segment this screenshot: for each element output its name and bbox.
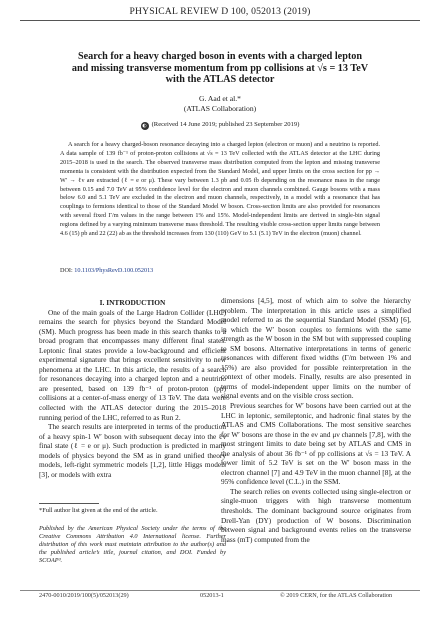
section-heading: I. INTRODUCTION	[99, 298, 166, 307]
received-text: (Received 14 June 2019; published 23 September 2019)	[151, 121, 300, 128]
header-rule	[20, 20, 420, 21]
footer-copyright: © 2019 CERN, for the ATLAS Collaboration	[280, 592, 393, 599]
journal-header: PHYSICAL REVIEW D 100, 052013 (2019)	[129, 6, 311, 17]
footer-issn: 2470-0010/2019/100(5)/052013(29)	[39, 592, 129, 599]
author-line[interactable]: G. Aad et al.*	[199, 94, 241, 103]
title-line-2: and missing transverse momentum from pp collisions at √s = 13 TeV	[71, 62, 369, 74]
footnote-rule	[39, 503, 99, 504]
collaboration-line: (ATLAS Collaboration)	[183, 104, 257, 113]
received-line	[0, 121, 440, 130]
doi-line	[60, 267, 153, 274]
intro-paragraph-3: dimensions [4,5], most of which aim to solve the hierarchy problem. The interpretation in this article uses a simplified model referred to as the sequential Standard Model (SSM) [6], in which the W′ boson couples to fermions with the same strength as the W boson in the SM but with suppressed coupling to SM bosons. Alternative interpretations in terms of generic resonances with different fixed widths (Γ/m between 1% and 15%) are also provided for possible reinterpretation in the context of other models. Finally, results are also presented in terms of model-independent upper limits on the number of signal events and on the visible cross section.	[221, 296, 411, 401]
right-column	[221, 296, 411, 544]
abstract: A search for a heavy charged-boson resonance decaying into a charged lepton (electron or muon) and a neutrino is reported. A data sample of 139 fb⁻¹ of proton-proton collisions at √s = 13 TeV collected with the ATLAS detector at the LHC during 2015–2018 is used in the search. The observed transverse mass distribution computed from the lepton and missing transverse momenta is consistent with the distribution expected from the Standard Model, and upper limits on the cross section for pp → W′ → ℓν are extracted (ℓ = e or μ). These vary between 1.3 pb and 0.05 fb depending on the resonance mass in the range between 0.15 and 7.0 TeV at 95% confidence level for the electron and muon channels combined. Gauge bosons with a mass below 6.0 and 5.1 TeV are excluded in the electron and muon channels, respectively, in a model with a resonance that has couplings to fermions identical to those of the Standard Model W boson. Cross-section limits are also provided for resonances with several fixed Γ/m values in the range between 1% and 15%. Model-independent limits are derived in single-bin signal regions defined by a varying minimum transverse mass threshold. The resulting visible cross-section upper limits range between 4.6 (15) pb and 22 (22) ab as the threshold increases from 130 (110) GeV to 5.1 (5.1) TeV in the electron (muon) channel.	[60, 141, 380, 238]
doi-label: DOI:	[60, 267, 73, 274]
left-column	[39, 298, 226, 479]
title-line-3: with the ATLAS detector	[165, 74, 275, 86]
open-access-icon: ◐	[142, 123, 147, 129]
intro-paragraph-2: The search results are interpreted in terms of the production of a heavy spin-1 W′ boson with subsequent decay into the ℓν final state (ℓ = e or μ). Such production is predicted in many models of physics beyond the SM as in grand unified theory models, left-right symmetric models [1,2], little Higgs models [3], or models with extra	[39, 422, 226, 479]
footer-rule	[20, 590, 420, 591]
license-notice: Published by the American Physical Society under the terms of the Creative Commons Attribution 4.0 International license. Further distribution of this work must maintain attribution to the author(s) and the published article’s title, journal citation, and DOI. Funded by SCOAP³.	[39, 525, 226, 565]
footer-page-number: 052013-1	[200, 592, 224, 599]
doi-link[interactable]: 10.1103/PhysRevD.100.052013	[74, 267, 154, 274]
intro-paragraph-1: One of the main goals of the Large Hadron Collider (LHC) remains the search for physics beyond the Standard Model (SM). Much progress has been made in this search thanks to a broad program that encompasses many different final states. Leptonic final states provide a low-background and efficient experimental signature that brings excellent sensitivity to new phenomena at the LHC. In this article, the results of a search for resonances decaying into a charged lepton and a neutrino are presented, based on 139 fb⁻¹ of proton-proton (pp) collisions at a center-of-mass energy of 13 TeV. The data were collected with the ATLAS detector during the 2015–2018 running period of the LHC, referred to as Run 2.	[39, 307, 226, 422]
title-line-1: Search for a heavy charged boson in events with a charged lepton	[77, 51, 363, 62]
intro-paragraph-4: Previous searches for W′ bosons have been carried out at the LHC in leptonic, semileptonic, and hadronic final states by the ATLAS and CMS Collaborations. The most sensitive searches for W′ bosons are those in the eν and μν channels [7,8], with the most stringent limits to date being set by ATLAS and CMS in the analysis of about 36 fb⁻¹ of pp collisions at √s = 13 TeV. A lower limit of 5.2 TeV is set on the W′ boson mass in the electron channel [7] and 4.9 TeV in the muon channel [8], at the 95% confidence level (C.L.) in the SSM.	[221, 401, 411, 487]
author-footnote: *Full author list given at the end of the article.	[39, 507, 158, 514]
article-title	[40, 51, 400, 86]
intro-paragraph-5: The search relies on events collected using single-electron or single-muon triggers with high transverse momentum thresholds. The dominant background source originates from Drell-Yan (DY) production of W bosons. Discrimination between signal and background events relies on the transverse mass (mT) computed from the	[221, 486, 411, 544]
